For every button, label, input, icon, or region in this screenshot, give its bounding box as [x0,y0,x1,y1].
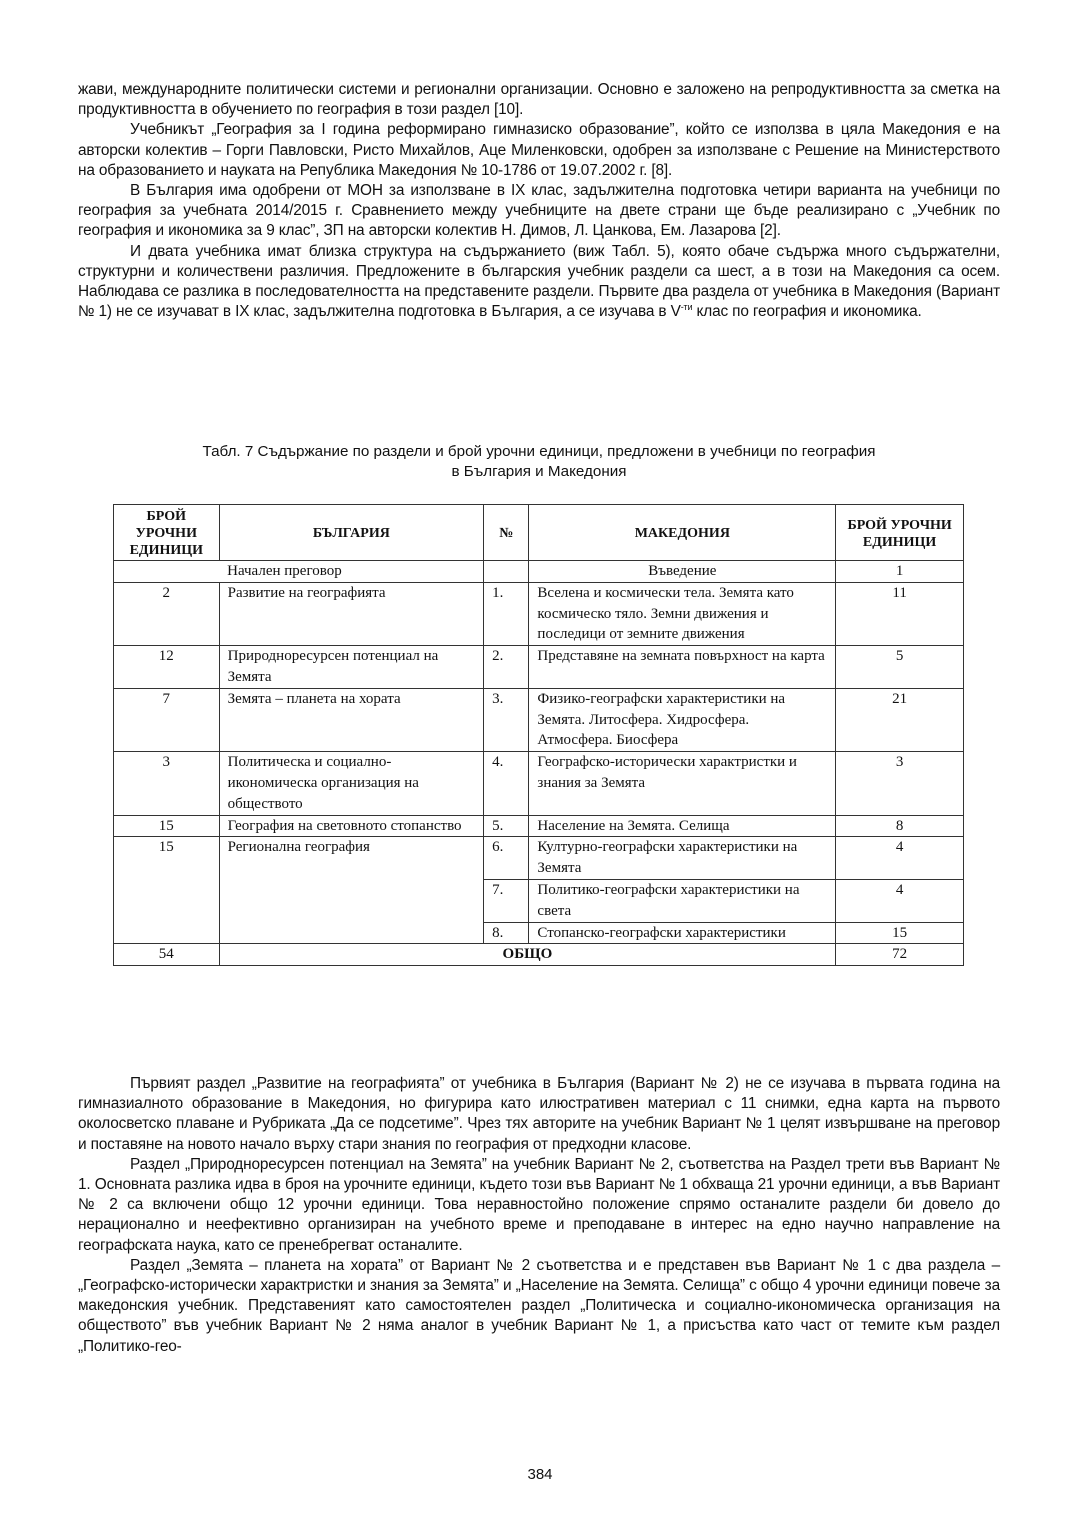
cell-mk-title: Представяне на земната повърхност на карта [529,646,836,689]
cell-empty [484,561,529,583]
header-number: № [484,505,529,561]
paragraph: Раздел „Природноресурсен потенциал на Земята” на учебник Вариант № 2, съответства на Раздел трети във Вариант № 1. Основната разлика идва в броя на урочните единици, където този във Вариант № 1 обхваща 21 урочни единици, а във Вариант № 2 са включени общо 12 урочни единици. Това неравностойно положение спрямо останалите раздели би довело до нерационално и неефективно организиран на учебното време и преподаване в интерес на едно научно направление на географската наука, като се пренебрегват останалите. [78,1155,1000,1254]
cell-mk-count: 11 [836,582,964,645]
comparison-table [113,504,964,966]
cell-mk-count: 21 [836,688,964,751]
cell-mk-count: 8 [836,815,964,837]
table-row [114,582,964,645]
cell-number: 7. [484,879,529,922]
paragraph: Първият раздел „Развитие на географията” от учебника в България (Вариант № 2) не се изучава в първата година на гимназиалното образование в Македония, но фигурира като илюстративен материал с 11 снимки, една карта на първото околосветско плаване и Рубриката „Да се подсетиме”. Чрез тях авторите на учебник Вариант № 1 целят извършване на преговор и поставяне на новото начало върху стари знания по география от предходни класове. [78,1075,1000,1153]
cell-mk-title: Население на Земята. Селища [529,815,836,837]
cell-number: 1. [484,582,529,645]
body-text-after-table [78,1074,1000,1357]
cell-bg-title: Земята – планета на хората [219,688,484,751]
cell-bg-count: 7 [114,688,220,751]
cell-number: 6. [484,837,529,880]
paragraph [78,242,1000,323]
cell-bg-title: Регионална география [219,837,484,944]
cell-mk-title: Вселена и космически тела. Земята като космическо тяло. Земни движения и последици от земните движения [529,582,836,645]
paragraph: Раздел „Земята – планета на хората” от Вариант № 2 съответства и е представен във Вариант № 1 с два раздела – „Географско-исторически характристки и знания за Земята” и „Население на Земята. Селища” с общо 4 урочни единици повече за македонския учебник. Представеният като самостоятелен раздел „Политическа и социално-икономическа организация на обществото” във учебник Вариант № 2 няма аналог в учебник Вариант № 1, а присъства като част от темите към раздел „Политико-гео- [78,1256,1000,1355]
table-row [114,688,964,751]
cell-number: 5. [484,815,529,837]
page-number: 384 [527,1466,553,1483]
superscript: -ти [680,302,693,313]
cell-mk-total: 72 [836,944,964,966]
cell-total-label: ОБЩО [219,944,836,966]
cell-bg-count: 15 [114,837,220,944]
cell-number: 3. [484,688,529,751]
paragraph-text: И двата учебника имат близка структура на съдържанието (виж Табл. 5), която обаче съдържа много съдържателни, структурни и количествени различия. Предложените в българския учебник раздели са шест, а в този на Македония са осем. Наблюдава се разлика в последователността на представените раздели. Първите два раздела от учебника в Македония (Вариант № 1) не се изучават в IX клас, задължителна подготовка в България, а се изучава в V [78,242,1000,321]
cell-empty [114,561,220,583]
cell-number: 4. [484,752,529,815]
header-bulgaria: БЪЛГАРИЯ [219,505,484,561]
table-row [114,752,964,815]
table-row [114,646,964,689]
cell-mk-title: Географско-исторически характристки и знания за Земята [529,752,836,815]
table-caption [78,442,1000,482]
table-row [114,561,964,583]
cell-mk-title: Физико-географски характеристики на Земята. Литосфера. Хидросфера. Атмосфера. Биосфера [529,688,836,751]
cell-mk-title: Културно-географски характеристики на Земята [529,837,836,880]
cell-mk-count: 5 [836,646,964,689]
paragraph: Учебникът „География за I година реформирано гимназиско образование”, който се използва в цяла Македония е на авторски колектив – Горги Павловски, Ристо Михайлов, Аце Миленковски, одобрен за използване с Решение на Министерството на образованието и науката на Република Македония № 10-1786 от 19.07.2002 г. [8]. [78,121,1000,179]
cell-mk-title: Политико-географски характеристики на света [529,879,836,922]
table-row [114,837,964,880]
paragraph: В България има одобрени от МОН за използване в IX клас, задължителна подготовка четири варианта на учебници по география за учебната 2014/2015 г. Сравнението между учебниците на двете страни ще бъде реализирано с „Учебник по география и икономика за 9 клас”, ЗП на авторски колектив Н. Димов, Л. Цанкова, Ем. Лазарова [2]. [78,182,1000,240]
cell-number: 2. [484,646,529,689]
cell-bg-title: Начален преговор [219,561,484,583]
cell-mk-count: 15 [836,922,964,944]
cell-bg-count: 12 [114,646,220,689]
caption-line: в България и Македония [451,463,627,480]
header-count-bg: БРОЙ УРОЧНИ ЕДИНИЦИ [114,505,220,561]
table-row [114,815,964,837]
cell-bg-title: Развитие на географията [219,582,484,645]
cell-bg-count: 15 [114,815,220,837]
paragraph-text: клас по география и икономика. [692,303,922,321]
cell-mk-title: Въведение [529,561,836,583]
table-header-row [114,505,964,561]
cell-mk-count: 3 [836,752,964,815]
caption-line: Табл. 7 Съдържание по раздели и брой урочни единици, предложени в учебници по география [202,443,876,460]
cell-number: 8. [484,922,529,944]
cell-mk-count: 4 [836,879,964,922]
document-page [78,80,1000,1355]
header-macedonia: МАКЕДОНИЯ [529,505,836,561]
cell-bg-total: 54 [114,944,220,966]
header-count-mk: БРОЙ УРОЧНИ ЕДИНИЦИ [836,505,964,561]
cell-mk-count: 1 [836,561,964,583]
cell-bg-count: 3 [114,752,220,815]
cell-bg-title: Природноресурсен потенциал на Земята [219,646,484,689]
cell-bg-title: Политическа и социално-икономическа организация на обществото [219,752,484,815]
paragraph: жави, международните политически системи и регионални организации. Основно е заложено на репродуктивността за сметка на продуктивността в обучението по география в този раздел [10]. [78,81,1000,119]
cell-bg-title: География на световното стопанство [219,815,484,837]
cell-bg-count: 2 [114,582,220,645]
cell-mk-count: 4 [836,837,964,880]
table-total-row [114,944,964,966]
cell-mk-title: Стопанско-географски характеристики [529,922,836,944]
